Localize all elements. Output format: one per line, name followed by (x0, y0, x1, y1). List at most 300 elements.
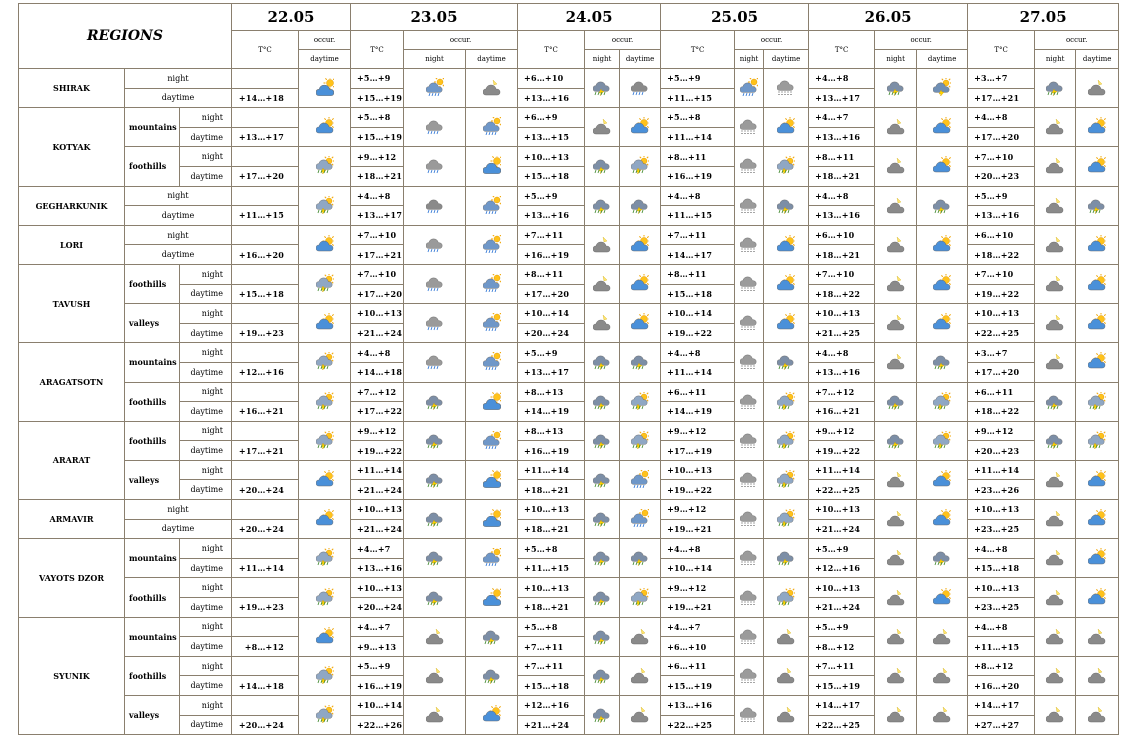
temperature-value: +3…+7 (968, 343, 1035, 363)
thunder-rain-icon (1046, 78, 1064, 98)
temperature-value: +10…+14 (518, 304, 585, 324)
daytime-condition-cell (917, 500, 968, 539)
partly-cloudy-sun-rain-icon (483, 117, 501, 137)
table-row (19, 656, 1119, 676)
daytime-condition-cell (620, 264, 661, 303)
thunderstorm-rain-icon (316, 392, 334, 412)
night-condition-cell (1035, 460, 1076, 499)
temperature-value: +18…+22 (968, 402, 1035, 422)
temperature-value: +9…+12 (661, 578, 735, 598)
temperature-value: +10…+13 (809, 578, 875, 598)
night-condition-cell (404, 421, 466, 460)
table-row (19, 186, 1119, 206)
daytime-condition-cell (764, 186, 809, 225)
thunder-rain-icon (593, 705, 611, 725)
temperature-value (232, 696, 299, 716)
temperature-value: +16…+19 (518, 441, 585, 461)
cloud-night-icon (1046, 705, 1064, 725)
temperature-value: +10…+13 (518, 578, 585, 598)
cloud-rain-icon (316, 78, 334, 98)
occurrence-header: occur. (404, 31, 518, 50)
thunder-rain-icon (593, 352, 611, 372)
daytime-condition-cell (466, 69, 518, 108)
cloud-night-icon (1046, 627, 1064, 647)
partly-cloudy-sun-icon (1088, 548, 1106, 568)
zone-name: foothills (125, 382, 180, 421)
temperature-value: +23…+26 (968, 480, 1035, 500)
cloud-night-icon (1088, 627, 1106, 647)
temperature-header: T°C (518, 31, 585, 69)
night-condition-cell (1035, 656, 1076, 695)
temperature-value: +7…+11 (661, 225, 735, 245)
night-condition-cell (1035, 264, 1076, 303)
fog-cloud-icon (740, 313, 758, 333)
temperature-value: +19…+23 (232, 323, 299, 343)
temperature-value: +6…+9 (518, 108, 585, 128)
occurrence-header: occur. (299, 31, 351, 50)
daytime-condition-cell (917, 460, 968, 499)
night-condition-cell (404, 696, 466, 735)
temperature-value: +16…+20 (232, 245, 299, 265)
partly-cloudy-rain-icon (426, 274, 444, 294)
temperature-value: +15…+18 (518, 166, 585, 186)
night-condition-cell (875, 147, 917, 186)
temperature-value: +5…+9 (518, 343, 585, 363)
period-label: night (125, 225, 232, 245)
temperature-value: +18…+21 (518, 519, 585, 539)
temperature-value: +23…+25 (968, 598, 1035, 618)
thunder-rain-icon (426, 392, 444, 412)
temperature-value (232, 264, 299, 284)
night-condition-cell (735, 186, 764, 225)
thunderstorm-rain-icon (777, 509, 795, 529)
daytime-condition-cell (764, 460, 809, 499)
table-row (19, 539, 1119, 559)
temperature-value: +21…+24 (351, 480, 404, 500)
temperature-value (232, 460, 299, 480)
thunder-rain-icon (593, 156, 611, 176)
period-label: daytime (180, 480, 232, 500)
temperature-value: +15…+19 (351, 88, 404, 108)
partly-cloudy-sun-icon (933, 235, 951, 255)
temperature-value: +8…+11 (661, 264, 735, 284)
daytime-condition-cell (299, 225, 351, 264)
night-condition-cell (875, 656, 917, 695)
temperature-value: +20…+24 (232, 715, 299, 735)
cloud-rain-icon (483, 392, 501, 412)
table-row (19, 421, 1119, 441)
daytime-condition-cell (764, 264, 809, 303)
daytime-condition-cell (299, 186, 351, 225)
temperature-value: +11…+15 (232, 206, 299, 226)
partly-cloudy-sun-icon (933, 117, 951, 137)
temperature-value: +10…+13 (809, 500, 875, 520)
thunderstorm-rain-icon (777, 470, 795, 490)
daytime-condition-cell (299, 264, 351, 303)
table-row (19, 500, 1119, 520)
night-condition-cell (735, 578, 764, 617)
cloud-night-icon (593, 274, 611, 294)
night-condition-cell (585, 343, 620, 382)
temperature-value: +20…+24 (518, 323, 585, 343)
temperature-value: +4…+8 (351, 343, 404, 363)
daytime-condition-cell (299, 343, 351, 382)
night-condition-cell (404, 147, 466, 186)
partly-cloudy-sun-icon (316, 509, 334, 529)
cloud-rain-icon (483, 470, 501, 490)
temperature-value: +10…+13 (351, 500, 404, 520)
daytime-condition-cell (466, 264, 518, 303)
cloud-night-icon (426, 666, 444, 686)
daytime-condition-cell (620, 460, 661, 499)
daytime-condition-cell (466, 382, 518, 421)
partly-cloudy-sun-rain-icon (631, 470, 649, 490)
period-label: night (125, 69, 232, 89)
temperature-value: +16…+19 (351, 676, 404, 696)
temperature-value: +22…+25 (809, 480, 875, 500)
partly-cloudy-sun-icon (777, 274, 795, 294)
temperature-value: +20…+23 (968, 166, 1035, 186)
partly-cloudy-sun-icon (631, 235, 649, 255)
thunder-rain-icon (426, 470, 444, 490)
region-name: KOTYAK (19, 108, 125, 186)
daytime-condition-cell (620, 500, 661, 539)
thunderstorm-rain-icon (777, 431, 795, 451)
zone-name: mountains (125, 343, 180, 382)
fog-cloud-icon (777, 78, 795, 98)
period-label: daytime (125, 519, 232, 539)
temperature-value: +27…+27 (968, 715, 1035, 735)
temperature-value: +10…+14 (661, 304, 735, 324)
period-label: night (180, 421, 232, 441)
thunderstorm-rain-icon (777, 156, 795, 176)
temperature-value: +11…+14 (661, 362, 735, 382)
partly-cloudy-sun-icon (933, 588, 951, 608)
partly-cloudy-sun-rain-icon (483, 352, 501, 372)
temperature-value: +7…+11 (518, 637, 585, 657)
daytime-condition-cell (1076, 617, 1119, 656)
cloud-night-icon (887, 470, 905, 490)
temperature-value: +15…+19 (351, 127, 404, 147)
cloud-night-icon (1046, 274, 1064, 294)
occurrence-daytime-header: daytime (764, 50, 809, 69)
night-condition-cell (585, 108, 620, 147)
cloud-night-icon (1046, 156, 1064, 176)
cloud-night-icon (483, 78, 501, 98)
partly-cloudy-sun-rain-icon (426, 78, 444, 98)
temperature-value: +7…+10 (809, 264, 875, 284)
period-label: daytime (180, 598, 232, 618)
thunder-rain-icon (933, 196, 951, 216)
cloud-night-icon (887, 627, 905, 647)
fog-cloud-icon (740, 235, 758, 255)
occurrence-night-header: night (585, 50, 620, 69)
temperature-header: T°C (661, 31, 735, 69)
daytime-condition-cell (299, 539, 351, 578)
temperature-value: +3…+7 (968, 69, 1035, 89)
temperature-value: +5…+8 (518, 617, 585, 637)
night-condition-cell (585, 500, 620, 539)
night-condition-cell (875, 304, 917, 343)
daytime-condition-cell (299, 304, 351, 343)
zone-name: foothills (125, 264, 180, 303)
temperature-value: +7…+12 (809, 382, 875, 402)
temperature-value: +18…+21 (518, 598, 585, 618)
night-condition-cell (404, 460, 466, 499)
occurrence-daytime-header: daytime (620, 50, 661, 69)
temperature-value: +14…+18 (232, 676, 299, 696)
zone-name: valleys (125, 460, 180, 499)
temperature-value: +14…+19 (661, 402, 735, 422)
temperature-value: +21…+24 (351, 519, 404, 539)
night-condition-cell (735, 500, 764, 539)
temperature-value: +13…+16 (968, 206, 1035, 226)
temperature-value: +5…+9 (968, 186, 1035, 206)
night-condition-cell (735, 539, 764, 578)
zone-name: mountains (125, 108, 180, 147)
partly-cloudy-sun-icon (1088, 313, 1106, 333)
thunderstorm-rain-icon (631, 431, 649, 451)
partly-cloudy-sun-rain-icon (483, 235, 501, 255)
thunder-rain-icon (631, 352, 649, 372)
cloud-rain-icon (483, 509, 501, 529)
regions-header: REGIONS (19, 4, 232, 69)
daytime-condition-cell (1076, 343, 1119, 382)
forecast-table (18, 3, 1119, 735)
temperature-value: +10…+13 (518, 500, 585, 520)
table-row (19, 264, 1119, 284)
night-condition-cell (735, 147, 764, 186)
daytime-condition-cell (917, 304, 968, 343)
table-row (19, 382, 1119, 402)
temperature-value (232, 500, 299, 520)
period-label: night (180, 539, 232, 559)
thunder-rain-icon (887, 431, 905, 451)
partly-cloudy-sun-icon (631, 274, 649, 294)
daytime-condition-cell (1076, 382, 1119, 421)
temperature-value: +13…+16 (809, 127, 875, 147)
temperature-value: +9…+12 (351, 421, 404, 441)
partly-cloudy-sun-icon (777, 117, 795, 137)
occurrence-header: occur. (735, 31, 809, 50)
cloud-night-icon (887, 274, 905, 294)
temperature-value: +19…+22 (968, 284, 1035, 304)
night-condition-cell (1035, 539, 1076, 578)
period-label: daytime (180, 362, 232, 382)
daytime-condition-cell (299, 500, 351, 539)
temperature-value (232, 147, 299, 167)
temperature-value: +10…+13 (809, 304, 875, 324)
cloud-night-icon (1046, 235, 1064, 255)
temperature-value: +22…+25 (661, 715, 735, 735)
night-condition-cell (1035, 147, 1076, 186)
temperature-value (232, 69, 299, 89)
thunder-rain-icon (483, 666, 501, 686)
temperature-value: +10…+13 (351, 304, 404, 324)
table-row (19, 343, 1119, 363)
partly-cloudy-sun-icon (1088, 509, 1106, 529)
partly-cloudy-sun-icon (631, 117, 649, 137)
temperature-value: +11…+15 (661, 206, 735, 226)
daytime-condition-cell (764, 578, 809, 617)
temperature-value: +8…+12 (809, 637, 875, 657)
temperature-value: +8…+11 (518, 264, 585, 284)
temperature-value: +4…+8 (661, 343, 735, 363)
daytime-condition-cell (764, 69, 809, 108)
temperature-value: +18…+21 (809, 166, 875, 186)
temperature-value: +8…+11 (809, 147, 875, 167)
temperature-value (232, 382, 299, 402)
thunder-rain-icon (593, 78, 611, 98)
daytime-condition-cell (1076, 696, 1119, 735)
daytime-condition-cell (764, 147, 809, 186)
night-condition-cell (404, 656, 466, 695)
daytime-condition-cell (1076, 578, 1119, 617)
temperature-value: +4…+8 (968, 539, 1035, 559)
table-row (19, 304, 1119, 324)
cloud-rain-icon (483, 588, 501, 608)
period-label: night (180, 656, 232, 676)
temperature-value: +10…+13 (351, 578, 404, 598)
temperature-value: +20…+23 (968, 441, 1035, 461)
partly-cloudy-sun-icon (316, 470, 334, 490)
temperature-value: +13…+17 (232, 127, 299, 147)
night-condition-cell (585, 186, 620, 225)
period-label: daytime (180, 127, 232, 147)
daytime-condition-cell (620, 343, 661, 382)
daytime-condition-cell (466, 421, 518, 460)
temperature-value: +16…+19 (518, 245, 585, 265)
night-condition-cell (585, 147, 620, 186)
night-condition-cell (585, 304, 620, 343)
daytime-condition-cell (917, 382, 968, 421)
period-label: night (180, 617, 232, 637)
partly-cloudy-sun-rain-icon (483, 274, 501, 294)
temperature-value: +20…+24 (232, 519, 299, 539)
temperature-value: +16…+21 (809, 402, 875, 422)
temperature-value: +10…+14 (661, 558, 735, 578)
temperature-value: +22…+25 (809, 715, 875, 735)
fog-cloud-icon (740, 156, 758, 176)
cloud-night-icon (887, 235, 905, 255)
temperature-value: +22…+25 (968, 323, 1035, 343)
daytime-condition-cell (466, 304, 518, 343)
daytime-condition-cell (1076, 147, 1119, 186)
temperature-value: +4…+8 (661, 186, 735, 206)
period-label: night (180, 382, 232, 402)
night-condition-cell (585, 69, 620, 108)
thunder-rain-icon (887, 392, 905, 412)
daytime-condition-cell (764, 421, 809, 460)
temperature-value: +4…+8 (809, 343, 875, 363)
daytime-condition-cell (299, 421, 351, 460)
night-condition-cell (735, 304, 764, 343)
temperature-value: +6…+11 (661, 656, 735, 676)
temperature-value: +20…+24 (351, 598, 404, 618)
night-condition-cell (585, 264, 620, 303)
temperature-value: +14…+17 (661, 245, 735, 265)
occurrence-header: occur. (1035, 31, 1119, 50)
partly-cloudy-sun-icon (483, 705, 501, 725)
partly-cloudy-sun-rain-icon (740, 78, 758, 98)
temperature-value: +15…+19 (809, 676, 875, 696)
cloud-night-icon (887, 666, 905, 686)
daytime-condition-cell (917, 225, 968, 264)
thunderstorm-rain-icon (316, 588, 334, 608)
temperature-value: +4…+8 (661, 539, 735, 559)
partly-cloudy-sun-icon (1088, 235, 1106, 255)
zone-name: foothills (125, 656, 180, 695)
temperature-value: +13…+16 (661, 696, 735, 716)
date-header: 27.05 (968, 4, 1119, 31)
period-label: night (125, 186, 232, 206)
night-condition-cell (875, 421, 917, 460)
night-condition-cell (735, 656, 764, 695)
temperature-value: +18…+22 (968, 245, 1035, 265)
temperature-value: +13…+16 (809, 206, 875, 226)
partly-cloudy-sun-rain-icon (631, 509, 649, 529)
daytime-condition-cell (917, 421, 968, 460)
daytime-condition-cell (466, 617, 518, 656)
night-condition-cell (1035, 421, 1076, 460)
daytime-condition-cell (620, 696, 661, 735)
thunder-rain-icon (777, 196, 795, 216)
night-condition-cell (585, 225, 620, 264)
period-label: daytime (180, 323, 232, 343)
fog-cloud-icon (740, 196, 758, 216)
temperature-value: +16…+21 (232, 402, 299, 422)
daytime-condition-cell (620, 304, 661, 343)
period-label: daytime (180, 402, 232, 422)
night-condition-cell (875, 539, 917, 578)
temperature-value: +8…+13 (518, 382, 585, 402)
daytime-condition-cell (299, 382, 351, 421)
partly-cloudy-sun-icon (316, 235, 334, 255)
temperature-value: +7…+11 (518, 225, 585, 245)
daytime-condition-cell (620, 69, 661, 108)
thunder-rain-icon (593, 548, 611, 568)
daytime-condition-cell (764, 304, 809, 343)
period-label: daytime (125, 88, 232, 108)
night-condition-cell (875, 264, 917, 303)
temperature-value: +9…+12 (968, 421, 1035, 441)
night-condition-cell (875, 343, 917, 382)
temperature-value: +6…+10 (968, 225, 1035, 245)
thunderstorm-rain-icon (631, 392, 649, 412)
thunder-rain-icon (426, 588, 444, 608)
temperature-value: +8…+11 (661, 147, 735, 167)
daytime-condition-cell (620, 421, 661, 460)
temperature-value: +17…+20 (518, 284, 585, 304)
thunder-rain-icon (593, 392, 611, 412)
night-condition-cell (735, 343, 764, 382)
thunder-rain-icon (1088, 196, 1106, 216)
cloud-night-icon (887, 588, 905, 608)
night-condition-cell (585, 539, 620, 578)
thunder-rain-icon (593, 470, 611, 490)
daytime-condition-cell (764, 539, 809, 578)
daytime-condition-cell (299, 69, 351, 108)
period-label: daytime (125, 245, 232, 265)
thunder-rain-icon (631, 196, 649, 216)
temperature-value: +6…+10 (661, 637, 735, 657)
cloud-night-icon (426, 705, 444, 725)
partly-cloudy-sun-rain-icon (483, 313, 501, 333)
night-condition-cell (735, 696, 764, 735)
temperature-value (232, 225, 299, 245)
temperature-value: +7…+11 (809, 656, 875, 676)
table-row (19, 617, 1119, 637)
